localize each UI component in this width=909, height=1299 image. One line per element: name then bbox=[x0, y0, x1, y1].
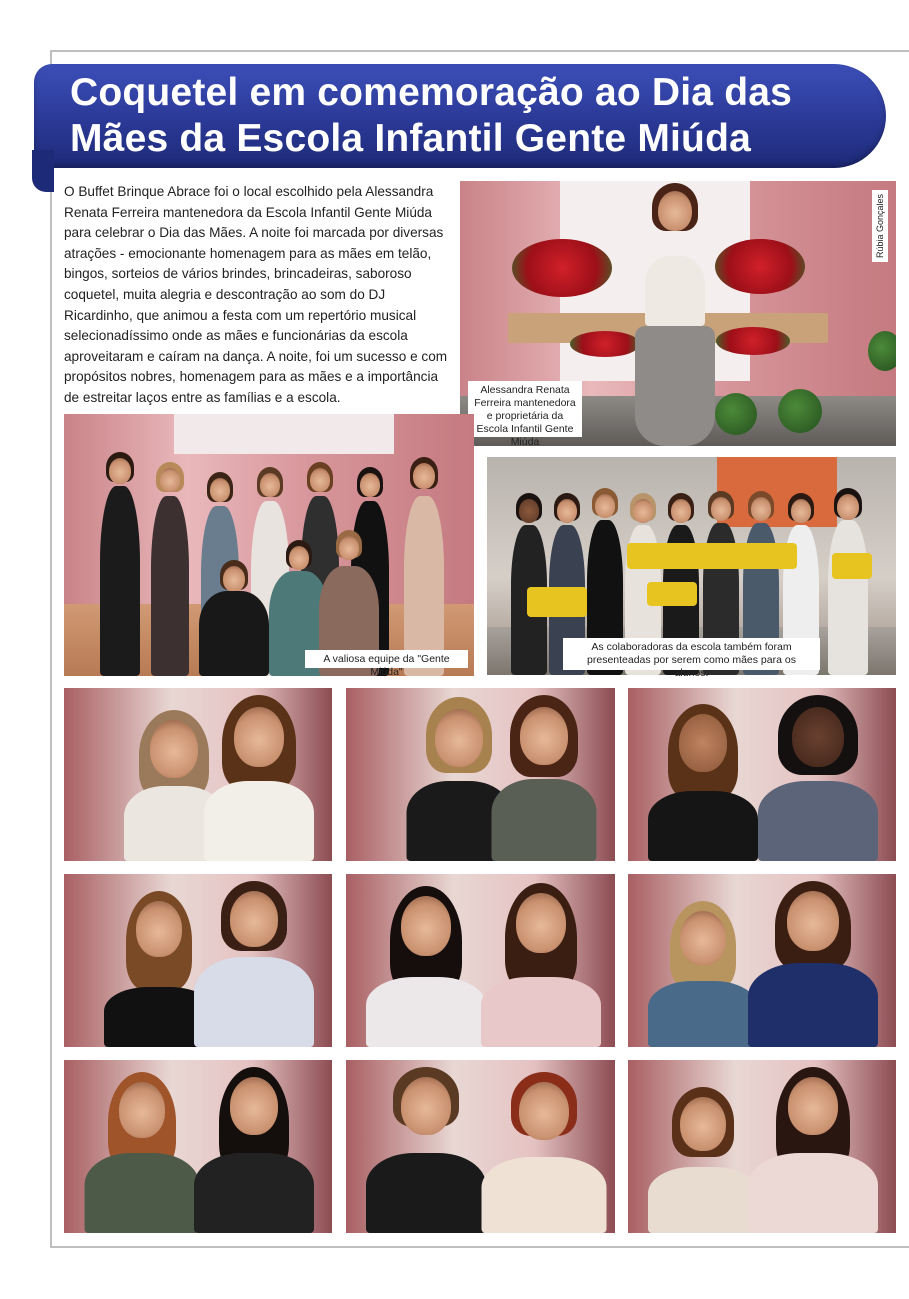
caption-equipe: A valiosa equipe da "Gente Miúda" bbox=[305, 650, 468, 668]
photo-pair-4 bbox=[64, 874, 332, 1047]
pair-9-person-left bbox=[648, 1083, 758, 1233]
person-alessandra bbox=[620, 181, 730, 446]
gift-bags-right bbox=[832, 553, 872, 579]
team-person-7 bbox=[396, 451, 452, 676]
pair-7-person-left bbox=[84, 1068, 199, 1233]
photo-credit bbox=[872, 190, 888, 262]
pair-8-person-left bbox=[366, 1063, 486, 1233]
team-person-2 bbox=[144, 456, 196, 676]
photo-credit-text: Rúbia Gonçales bbox=[875, 193, 885, 259]
pair-4-person-right bbox=[194, 877, 314, 1047]
photo-pair-2 bbox=[346, 688, 615, 861]
photo-pair-3 bbox=[628, 688, 896, 861]
roses-left bbox=[512, 239, 612, 297]
page-title-line-2: Mães da Escola Infantil Gente Miúda bbox=[70, 117, 751, 160]
pair-5-person-right bbox=[481, 879, 601, 1047]
pair-3-person-left bbox=[648, 696, 758, 861]
plant-right bbox=[868, 331, 896, 371]
team-person-1 bbox=[92, 446, 148, 676]
pair-8-person-right bbox=[481, 1068, 606, 1233]
caption-alessandra: Alessandra Renata Ferreira mantenedora e proprietária da Escola Infantil Gente Miúda bbox=[468, 381, 582, 437]
pair-2-person-right bbox=[491, 691, 596, 861]
team-person-front-1 bbox=[194, 556, 274, 676]
pair-1-person-right bbox=[204, 691, 314, 861]
intro-paragraph: O Buffet Brinque Abrace foi o local escolhido pela Alessandra Renata Ferreira mantenedora da Escola Infantil Gente Miúda para celebrar o Dia das Mães. A noite foi marcada por diversas atrações - emocionante homenagem para as mães em telão, bingos, sorteios de vários brindes, brincadeiras, saboroso coquetel, muita alegria e descontração ao som do DJ Ricardinho, que animou a festa com um repertório musical selecionadíssimo onde as mães e funcionárias da escola aproveitaram e caíram na dança. A noite, foi um sucesso e com propósitos nobres, homenagem para as mães e a importância de estreitar laços entre as famílias e a escola. bbox=[64, 184, 448, 405]
gift-bags-mid bbox=[647, 582, 697, 606]
title-banner-tab bbox=[32, 150, 54, 192]
caption-colaboradoras: As colaboradoras da escola também foram presenteadas por serem como mães para os alunos. bbox=[563, 638, 820, 670]
page-title bbox=[70, 70, 870, 162]
pair-3-person-right bbox=[758, 691, 878, 861]
photo-pair-1 bbox=[64, 688, 332, 861]
photo-pair-7 bbox=[64, 1060, 332, 1233]
gift-bags-left bbox=[527, 587, 587, 617]
photo-pair-9 bbox=[628, 1060, 896, 1233]
pair-6-person-right bbox=[748, 877, 878, 1047]
pair-7-person-right bbox=[194, 1063, 314, 1233]
photo-pair-5 bbox=[346, 874, 615, 1047]
photo-pair-8 bbox=[346, 1060, 615, 1233]
team-backdrop bbox=[174, 414, 394, 454]
photo-pair-6 bbox=[628, 874, 896, 1047]
page-title-line-1: Coquetel em comemoração ao Dia das bbox=[70, 71, 793, 114]
photo-team bbox=[64, 414, 474, 676]
pair-6-person-left bbox=[648, 897, 758, 1047]
pair-9-person-right bbox=[748, 1063, 878, 1233]
plant-floor-2 bbox=[778, 389, 822, 433]
gift-bags-row bbox=[627, 543, 797, 569]
pair-5-person-left bbox=[366, 882, 486, 1047]
